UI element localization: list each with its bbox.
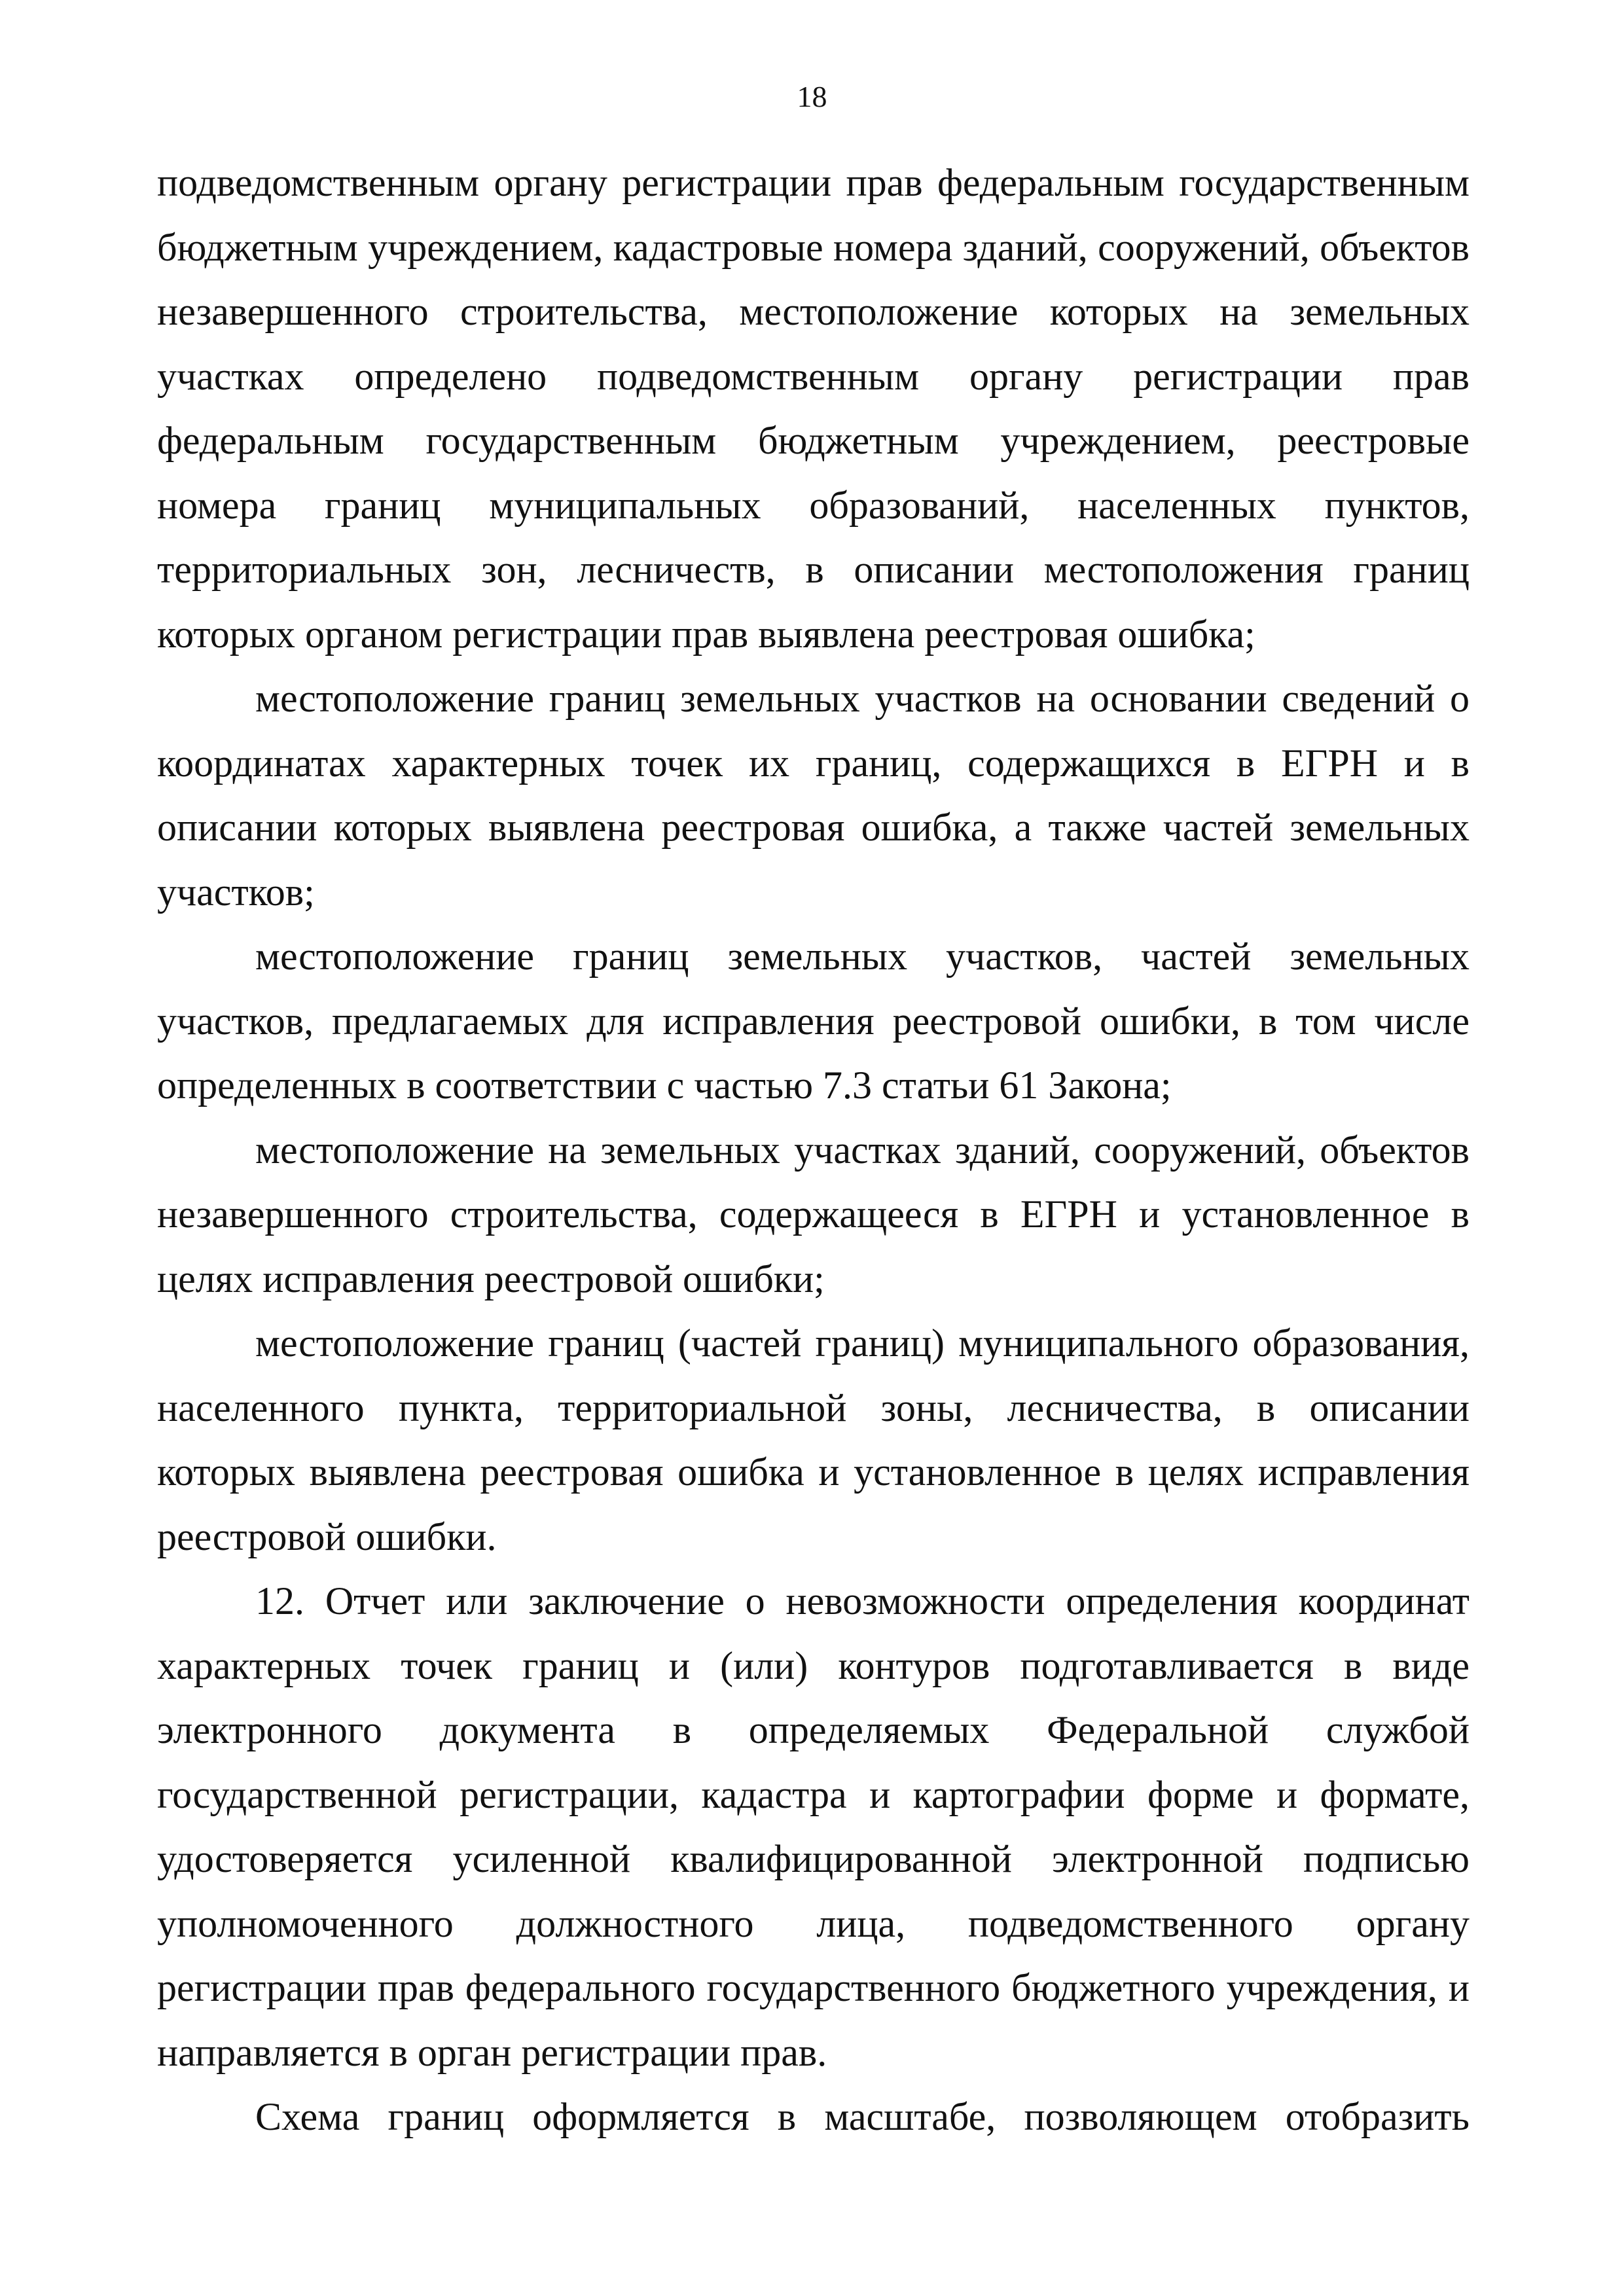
page-number: 18 (797, 80, 827, 113)
paragraph-municipal-boundaries: местоположение границ (частей границ) муниципального образования, населенного пункта, территориальной зоны, лесничества, в описании которых выявлена реестровая ошибка и установленное в целях исправления реестровой ошибки. (157, 1321, 1470, 1558)
document-body (157, 151, 1470, 2149)
paragraph-continuation: подведомственным органу регистрации прав федеральным государственным бюджетным учреждением, кадастровые номера зданий, сооружений, объектов незавершенного строительства, местоположение которых на земельных участках определено подведомственным органу регистрации прав федеральным государственным бюджетным учреждением, реестровые номера границ муниципальных образований, населенных пунктов, территориальных зон, лесничеств, в описании местоположения границ которых органом регистрации прав выявлена реестровая ошибка; (157, 161, 1470, 656)
paragraph-boundaries-location: местоположение границ земельных участков на основании сведений о координатах характерных точек их границ, содержащихся в ЕГРН и в описании которых выявлена реестровая ошибка, а также частей земельных участков; (157, 677, 1470, 914)
paragraph-item-12: 12. Отчет или заключение о невозможности определения координат характерных точек границ и (или) контуров подготавливается в виде электронного документа в определяемых Федеральной службой государственной регистрации, кадастра и картографии форме и формате, удостоверяется усиленной квалифицированной электронной подписью уполномоченного должностного лица, подведомственного органу регистрации прав федерального государственного бюджетного учреждения, и направляется в орган регистрации прав. (157, 1579, 1470, 2074)
paragraph-scheme-scale: Схема границ оформляется в масштабе, позволяющем отобразить (255, 2095, 1470, 2138)
paragraph-buildings-location: местоположение на земельных участках зданий, сооружений, объектов незавершенного строительства, содержащееся в ЕГРН и установленное в целях исправления реестровой ошибки; (157, 1128, 1470, 1300)
paragraph-proposed-boundaries: местоположение границ земельных участков, частей земельных участков, предлагаемых для исправления реестровой ошибки, в том числе определенных в соответствии с частью 7.3 статьи 61 Закона; (157, 935, 1470, 1107)
